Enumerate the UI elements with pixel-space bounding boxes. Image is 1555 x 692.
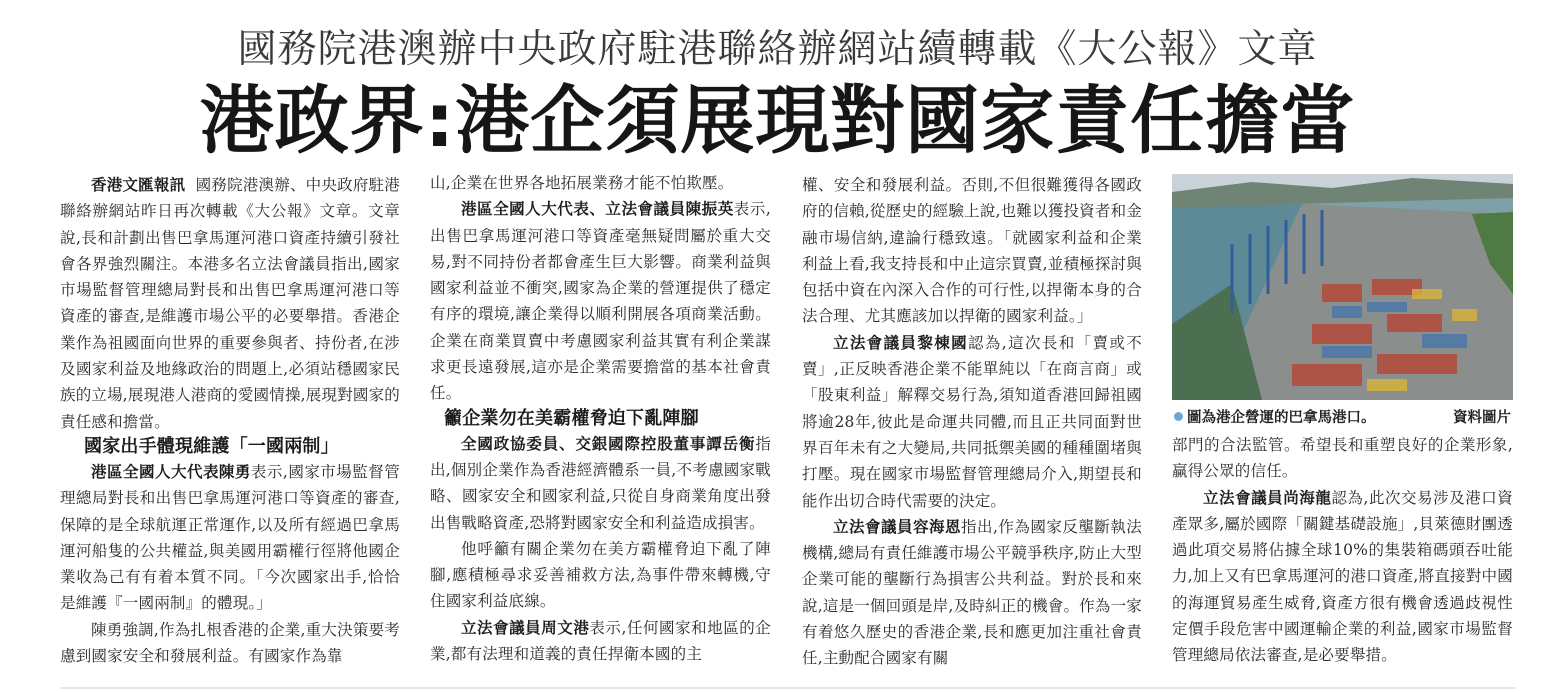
paragraph-text: 表示,出售巴拿馬運河港口等資產毫無疑問屬於重大交易,對不同持份者都會產生巨大影響。商業利益與國家利益並不衝突,國家為企業的營運提供了穩定有序的環境,讓企業得以順利開展各項商業活動。企業在商業買賣中考慮國家利益其實有利企業謀求更長遠發展,這亦是企業需要擔當的基本社會責任。 [430,200,771,403]
article-column-1 [60,172,400,669]
paragraph [430,431,771,536]
kicker-title: 國務院港澳辦中央政府駐港聯絡辦網站續轉載《大公報》文章 [237,27,1318,72]
lead-in: 全國政協委員、交銀國際控股董事譚岳衡 [461,434,756,453]
paragraph [802,514,1142,672]
subheading: 國家出手體現維護「一國兩制」 [84,435,339,457]
photo-credit: 資料圖片 [1453,410,1511,426]
paragraph-text: 指出,個別企業作為香港經濟體系一員,不考慮國家戰略、國家安全和國家利益,只從自身商業角度出發出售戰略資產,恐將對國家安全和利益造成損害。 [430,434,771,532]
article-column-4 [1172,432,1513,669]
caption-text: 圖為港企營運的巴拿馬港口。 [1187,410,1376,426]
paragraph [430,196,771,406]
lead-in: 香港文匯報訊 [91,176,186,194]
paragraph [802,172,1142,330]
photo-caption [1172,406,1513,428]
paragraph-text: 部門的合法監管。希望長和重塑良好的企業形象,贏得公眾的信任。 [1172,436,1513,481]
port-photo-image [1172,174,1513,400]
bullet-dot-icon [1174,412,1183,421]
paragraph [1172,432,1513,485]
paragraph-text: 表示,任何國家和地區的企業,都有法理和道義的責任捍衛本國的主 [430,618,772,664]
lead-in: 立法會議員容海恩 [833,517,961,536]
lead-in: 港區全國人大代表、立法會議員陳振英 [461,200,734,219]
paragraph-text: 指出,作為國家反壟斷執法機構,總局有責任維護市場公平競爭秩序,防止大型企業可能的壟斷行為損害公共利益。對於長和來說,這是一個回頭是岸,及時糾正的機會。作為一家有着悠久歷史的香港企業,長和應更加注重社會責任,主動配合國家有關 [802,517,1143,668]
paragraph-text: 表示,國家市場監督管理總局對長和出售巴拿馬運河港口等資產的審查,保障的是全球航運正常運作,以及所有經過巴拿馬運河船隻的公共權益,與美國用霸權行徑將他國企業收為己有有着本質不同。「今次國家出手,恰恰是維護『一國兩制』的體現。」 [60,462,400,613]
paragraph [430,536,771,615]
paragraph [60,617,400,670]
paragraph [430,170,771,196]
paragraph [60,172,400,435]
paragraph [802,330,1142,514]
paragraph-text: 認為,此次交易涉及港口資產眾多,屬於國際「關鍵基礎設施」,貝萊德財團透過此項交易將佔據全球10%的集裝箱碼頭吞吐能力,加上又有巴拿馬運河的港口資產,將直接對中國的海運貿易產生威脅,資產方很有機會透過歧視性定價手段危害中國運輸企業的利益,國家市場監督管理總局依法審查,是必要舉措。 [1172,488,1514,665]
paragraph-text: 認為,這次長和「賣或不賣」,正反映香港企業不能單純以「在商言商」或「股東利益」解釋交易行為,須知道香港回歸祖國將逾28年,彼此是命運共同體,而且正共同面對世界百年未有之大變局,共同抵禦美國的種種圍堵與打壓。現在國家市場監督管理總局介入,期望長和能作出切合時代需要的決定。 [802,333,1142,510]
headline: 港政界:港企須展現對國家責任擔當 [199,78,1356,164]
lead-in: 港區全國人大代表陳勇 [91,462,251,481]
paragraph-text: 國務院港澳辦、中央政府駐港聯絡辦網站昨日再次轉載《大公報》文章。文章說,長和計劃出售巴拿馬運河港口資產持續引發社會各界強烈關注。本港多名立法會議員指出,國家市場監督管理總局對長和出售巴拿馬運河港口等資產的審查,是維護市場公平的必要舉措。香港企業作為祖國面向世界的重要參與者、持份者,在涉及國家利益及地緣政治的問題上,必須站穩國家民族的立場,展現港人港商的愛國情操,展現對國家的責任感和擔當。 [60,176,400,431]
bottom-divider [60,687,1515,689]
article-column-3 [802,172,1142,672]
paragraph-text: 權、安全和發展利益。否則,不但很難獲得各國政府的信賴,從歷史的經驗上說,也難以獲投資者和金融市場信納,違論行穩致遠。「就國家利益和企業利益上看,我支持長和中止這宗買賣,並積極探討與包括中資在內深入合作的可行性,以捍衛本身的合法合理、尤其應該加以捍衛的國家利益。」 [802,176,1142,326]
paragraph [1172,485,1513,669]
lead-in: 立法會議員尚海龍 [1203,488,1332,507]
lead-in: 立法會議員黎棟國 [833,333,969,352]
subheading: 籲企業勿在美霸權脅迫下亂陣腳 [444,407,699,429]
paragraph-text: 他呼籲有關企業勿在美方霸權脅迫下亂了陣腳,應積極尋求妥善補救方法,為事件帶來轉機,守住國家利益底線。 [430,539,771,611]
article-column-2 [430,170,771,667]
paragraph [430,615,771,668]
paragraph-text: 山,企業在世界各地拓展業務才能不怕欺壓。 [430,174,734,192]
lead-in: 立法會議員周文港 [461,618,590,637]
paragraph [60,459,400,617]
port-photo [1172,174,1513,400]
paragraph-text: 陳勇強調,作為扎根香港的企業,重大決策要考慮到國家安全和發展利益。有國家作為靠 [60,620,400,666]
